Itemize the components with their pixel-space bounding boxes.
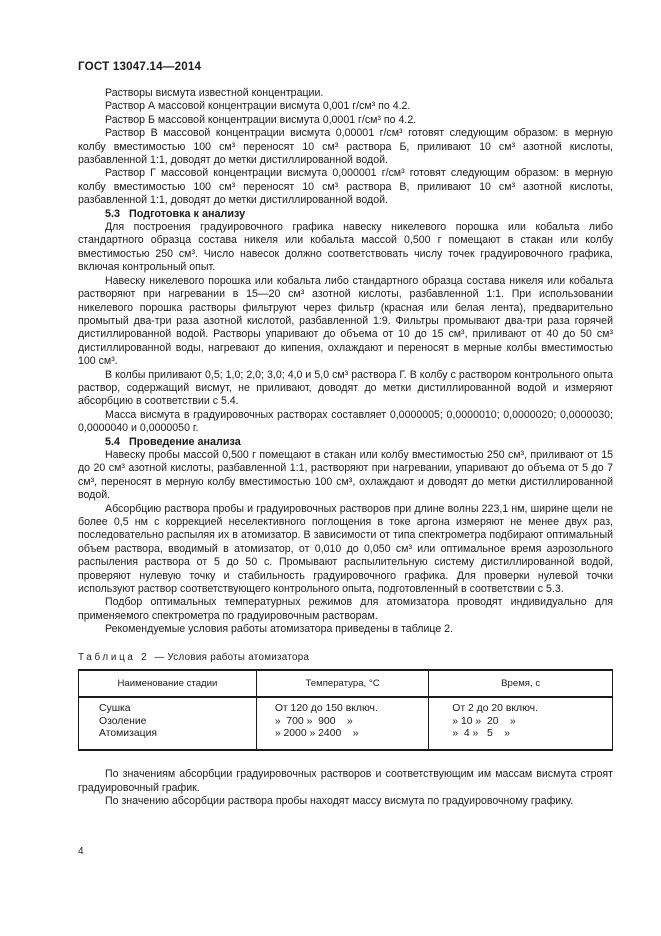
para-temperature-modes: Подбор оптимальных температурных режимов для атомизатора проводят индивидуально для применяемого спектрометра по градуировочным растворам. <box>78 596 613 622</box>
para-solution-b: Раствор Б массовой концентрации висмута 0,0001 г/см³ по 4.2. <box>105 113 417 126</box>
section-title: Проведение анализа <box>129 435 241 448</box>
cell-temperature: От 120 до 150 включ. <box>256 697 428 716</box>
para-calibration-graph: Для построения градуировочного графика навеску никелевого порошка или кобальта либо стандартного образца состава никеля или кобальта массой 0,500 г помещают в стакан или колбу вместимостью 250 см³. Число навесок должно соответствовать числу точек градуировочного графика, включая контрольный опыт. <box>78 221 613 274</box>
cell-stage: Озоление <box>99 715 147 727</box>
cell-time: » 4 » 5 » <box>429 728 613 750</box>
para-recommended-conditions: Рекомендуемые условия работы атомизатора приведены в таблице 2. <box>105 623 454 636</box>
table-caption <box>78 652 613 663</box>
column-header-time: Время, с <box>429 670 613 697</box>
table-row <box>79 716 613 729</box>
cell-time: » 10 » 20 » <box>429 716 613 729</box>
page-content <box>78 60 613 809</box>
para-calibration-plot: По значениям абсорбции градуировочных растворов и соответствующим им массам висмута строят градуировочный график. <box>78 768 613 794</box>
para-flasks: В колбы приливают 0,5; 1,0; 2,0; 3,0; 4,0 и 5,0 см³ раствора Г. В колбу с раствором контрольного опыта раствор, содержащий висмут, не приливают, доводят до метки дистиллированной водой и измеряют абсорбцию в соответствии с 5.4. <box>78 368 613 408</box>
table-row <box>79 728 613 750</box>
cell-temperature: » 2000 » 2400 » <box>256 728 428 750</box>
column-header-temperature: Температура, °С <box>256 670 428 697</box>
para-solution-v: Раствор В массовой концентрации висмута 0,00001 г/см³ готовят следующим образом: в мерную колбу вместимостью 100 см³ переносят 10 см³ раствора Б, приливают 10 см³ азотной кислоты, разбавленной 1:1, доводят до метки дистиллированной водой. <box>78 127 613 167</box>
page-number: 4 <box>78 846 84 857</box>
table-caption-label: Таблица 2 <box>78 651 150 663</box>
cell-stage: Атомизация <box>99 728 157 740</box>
section-number: 5.4 <box>105 435 121 448</box>
column-header-stage: Наименование стадии <box>79 670 257 697</box>
standard-header: ГОСТ 13047.14—2014 <box>78 60 202 73</box>
table-caption-text: — Условия работы атомизатора <box>154 651 310 663</box>
atomizer-conditions-table <box>78 669 613 752</box>
para-sample-preparation: Навеску пробы массой 0,500 г помещают в стакан или колбу вместимостью 250 см³, приливают от 15 до 20 см³ азотной кислоты, разбавленной 1:1, растворяют при нагревании, упаривают до объема от 5 до 7 см³, переносят в мерную колбу вместимостью 100 см³, охлаждают и доводят до метки дистиллированной водой. <box>78 448 613 502</box>
table-row <box>79 697 613 716</box>
table-header-row <box>79 670 613 697</box>
para-solution-g: Раствор Г массовой концентрации висмута 0,000001 г/см³ готовят следующим образом: в мерную колбу вместимостью 100 см³ переносят 10 см³ раствора В, приливают 10 см³ азотной кислоты, разбавленной 1:1, доводят до метки дистиллированной водой. <box>78 167 613 207</box>
para-solutions-intro: Растворы висмута известной концентрации. <box>105 87 324 99</box>
section-number: 5.3 <box>105 207 121 220</box>
para-bismuth-mass: Масса висмута в градуировочных растворах составляет 0,0000005; 0,0000010; 0,0000020; 0,0000030; 0,0000040 и 0,0000050 г. <box>78 408 613 435</box>
section-heading-5-4 <box>78 436 613 449</box>
para-sample-result: По значению абсорбции раствора пробы находят массу висмута по градуировочному графику. <box>105 795 574 808</box>
cell-temperature: » 700 » 900 » <box>256 716 428 729</box>
para-absorption-measurement: Абсорбцию раствора пробы и градуировочных растворов при длине волны 223,1 нм, ширине щели не более 0,5 нм с коррекцией неселективного поглощения в токе аргона измеряют не менее двух раз, последовательно распыляя их в атомизатор. В зависимости от типа спектрометра подбирают оптимальный объем раствора, вводимый в атомизатор, от 0,010 до 0,050 см³ или оптимальное время аэрозольного распыления раствора от 5 до 50 с. Промывают распылительную систему дистиллированной водой, проверяют нулевую точку и стабильность градуировочного графика. Для проверки нулевой точки используют раствор соответствующего контрольного опыта, подготовленный в соответствии с 5.3. <box>78 502 613 596</box>
section-title: Подготовка к анализу <box>129 207 246 220</box>
cell-time: От 2 до 20 включ. <box>429 697 613 716</box>
para-dissolution: Навеску никелевого порошка или кобальта либо стандартного образца состава никеля или кобальта растворяют при нагревании в 15—20 см³ азотной кислоты, разбавленной 1:1. При использовании никелевого порошка растворы фильтруют через фильтр (красная или белая лента), предварительно промытый два-три раза азотной кислотой, разбавленной 1:9. Фильтры промывают два-три раза горячей дистиллированной водой. Растворы упаривают до объема от 10 до 15 см³, приливают от 40 до 50 см³ дистиллированной воды, нагревают до кипения, охлаждают и переносят в мерные колбы вместимостью 100 см³. <box>78 274 613 368</box>
cell-stage: Сушка <box>99 702 131 714</box>
section-heading-5-3 <box>78 208 613 221</box>
para-solution-a: Раствор А массовой концентрации висмута 0,001 г/см³ по 4.2. <box>105 100 411 113</box>
